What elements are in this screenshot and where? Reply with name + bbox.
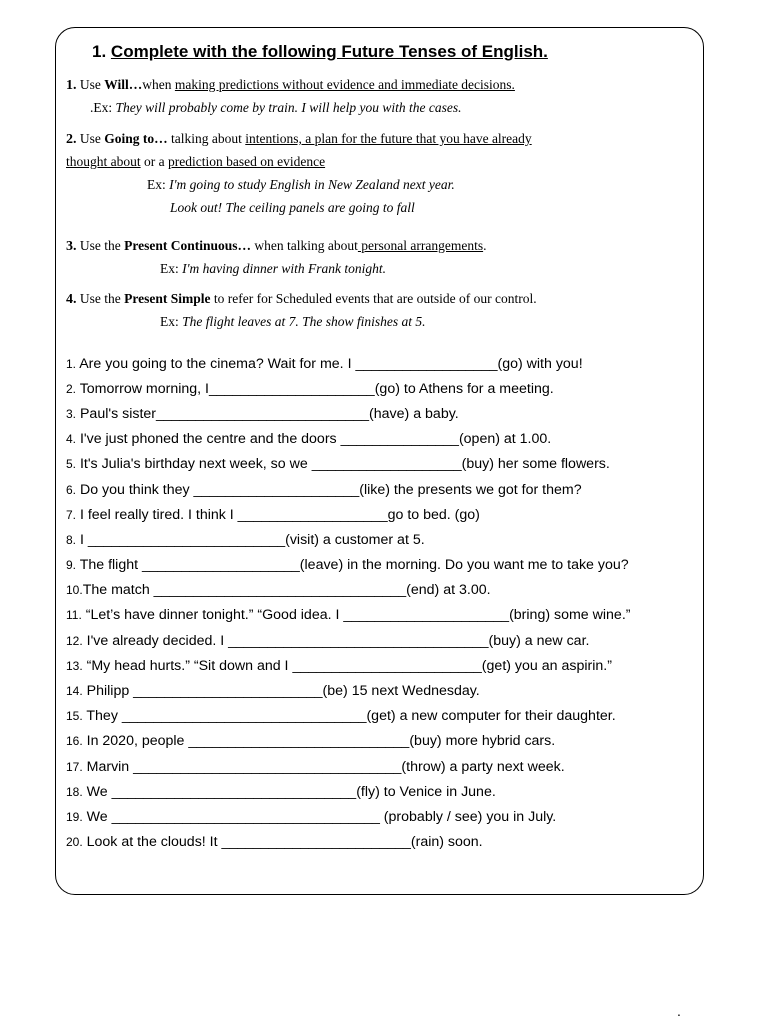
- rule-1: 1. Use Will…when making predictions without evidence and immediate decisions.: [66, 77, 515, 93]
- title-number: 1.: [92, 42, 107, 61]
- question-1: 1. Are you going to the cinema? Wait for me. I __________________(go) with you!: [66, 356, 583, 372]
- rule-4: 4. Use the Present Simple to refer for Scheduled events that are outside of our control.: [66, 291, 537, 307]
- question-20: 20. Look at the clouds! It ________________________(rain) soon.: [66, 834, 483, 850]
- question-15: 15. They _______________________________(get) a new computer for their daughter.: [66, 708, 616, 724]
- question-8: 8. I _________________________(visit) a customer at 5.: [66, 532, 425, 548]
- question-11: 11. “Let’s have dinner tonight.” “Good idea. I _____________________(bring) some wine.”: [66, 607, 631, 623]
- rule-4-example: Ex: The flight leaves at 7. The show finishes at 5.: [160, 314, 426, 329]
- question-2: 2. Tomorrow morning, I_____________________(go) to Athens for a meeting.: [66, 381, 554, 397]
- rule-2-cont: thought about or a prediction based on evidence: [66, 154, 326, 169]
- question-17: 17. Marvin __________________________________(throw) a party next week.: [66, 759, 565, 775]
- worksheet-title: [92, 42, 548, 62]
- question-16: 16. In 2020, people ____________________________(buy) more hybrid cars.: [66, 733, 556, 749]
- rule-2-example-2: Look out! The ceiling panels are going to fall: [170, 200, 415, 215]
- rule-3: 3. Use the Present Continuous… when talking about personal arrangements.: [66, 238, 487, 254]
- question-10: 10.The match ________________________________(end) at 3.00.: [66, 582, 491, 598]
- rule-2: 2. Use Going to… talking about intentions, a plan for the future that you have already: [66, 131, 532, 147]
- question-12: 12. I've already decided. I _________________________________(buy) a new car.: [66, 633, 590, 649]
- rule-1-example: .Ex: They will probably come by train. I will help you with the cases.: [90, 100, 462, 115]
- question-3: 3. Paul's sister___________________________(have) a baby.: [66, 406, 459, 422]
- question-14: 14. Philipp ________________________(be) 15 next Wednesday.: [66, 683, 480, 699]
- question-6: 6. Do you think they _____________________(like) the presents we got for them?: [66, 482, 582, 498]
- rule-3-example: Ex: I'm having dinner with Frank tonight.: [160, 261, 386, 276]
- footer-dot: .: [677, 1003, 681, 1019]
- question-5: 5. It's Julia's birthday next week, so we ___________________(buy) her some flowers.: [66, 456, 610, 472]
- question-18: 18. We _______________________________(fly) to Venice in June.: [66, 784, 496, 800]
- question-7: 7. I feel really tired. I think I ___________________go to bed. (go): [66, 507, 480, 523]
- question-9: 9. The flight ____________________(leave) in the morning. Do you want me to take you?: [66, 557, 629, 573]
- rule-2-example: Ex: I'm going to study English in New Zealand next year.: [147, 177, 455, 192]
- question-13: 13. “My head hurts.” “Sit down and I ________________________(get) you an aspirin.”: [66, 658, 612, 674]
- question-19: 19. We __________________________________ (probably / see) you in July.: [66, 809, 557, 825]
- title-text: Complete with the following Future Tenses of English.: [110, 42, 548, 61]
- question-4: 4. I've just phoned the centre and the doors _______________(open) at 1.00.: [66, 431, 552, 447]
